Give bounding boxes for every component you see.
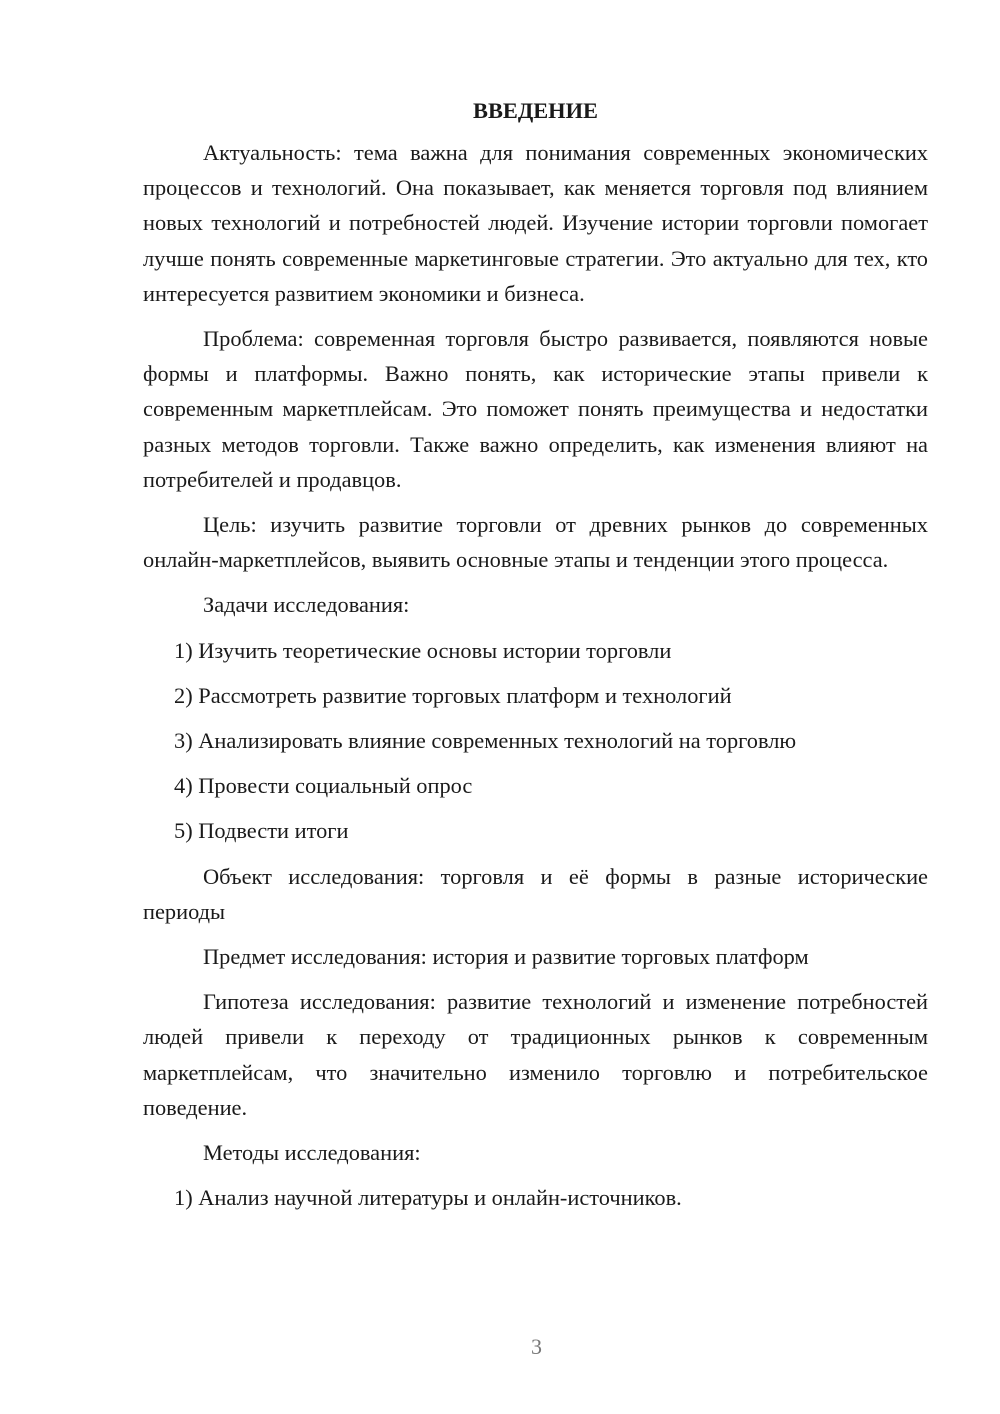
goal-paragraph: Цель: изучить развитие торговли от древних рынков до современных онлайн-маркетплейсов, выявить основные этапы и тенденции этого процесса.: [143, 512, 928, 573]
tasks-heading: Задачи исследования:: [203, 592, 410, 618]
methods-heading: Методы исследования:: [203, 1140, 421, 1166]
tasks-list-item: 2) Рассмотреть развитие торговых платформ и технологий: [174, 682, 732, 708]
page-content: [143, 93, 928, 1225]
page-title: ВВЕДЕНИЕ: [473, 98, 598, 123]
problem-paragraph: Проблема: современная торговля быстро развивается, появляются новые формы и платформы. Важно понять, как исторические этапы привели к современным маркетплейсам. Это поможет понять преимущества и недостатки разных методов торговли. Также важно определить, как изменения влияют на потребителей и продавцов.: [143, 326, 928, 492]
methods-list-item: 1) Анализ научной литературы и онлайн-источников.: [174, 1185, 682, 1211]
tasks-list-item: 4) Провести социальный опрос: [174, 773, 473, 799]
tasks-list: [143, 633, 928, 849]
tasks-list-item: 5) Подвести итоги: [174, 818, 349, 844]
page-number: 3: [531, 1334, 542, 1359]
methods-list: [143, 1180, 928, 1215]
tasks-list-item: 1) Изучить теоретические основы истории торговли: [174, 637, 672, 663]
subject-paragraph: Предмет исследования: история и развитие торговых платформ: [203, 944, 809, 970]
relevance-paragraph: Актуальность: тема важна для понимания современных экономических процессов и технологий. Она показывает, как меняется торговля под влиянием новых технологий и потребностей людей. Изучение истории торговли помогает лучше понять современные маркетинговые стратегии. Это актуально для тех, кто интересуется развитием экономики и бизнеса.: [143, 140, 928, 306]
tasks-list-item: 3) Анализировать влияние современных технологий на торговлю: [174, 728, 797, 754]
object-paragraph: Объект исследования: торговля и её формы в разные исторические периоды: [143, 863, 928, 924]
hypothesis-paragraph: Гипотеза исследования: развитие технологий и изменение потребностей людей привели к переходу от традиционных рынков к современным маркетплейсам, что значительно изменило торговлю и потребительское поведение.: [143, 989, 928, 1120]
